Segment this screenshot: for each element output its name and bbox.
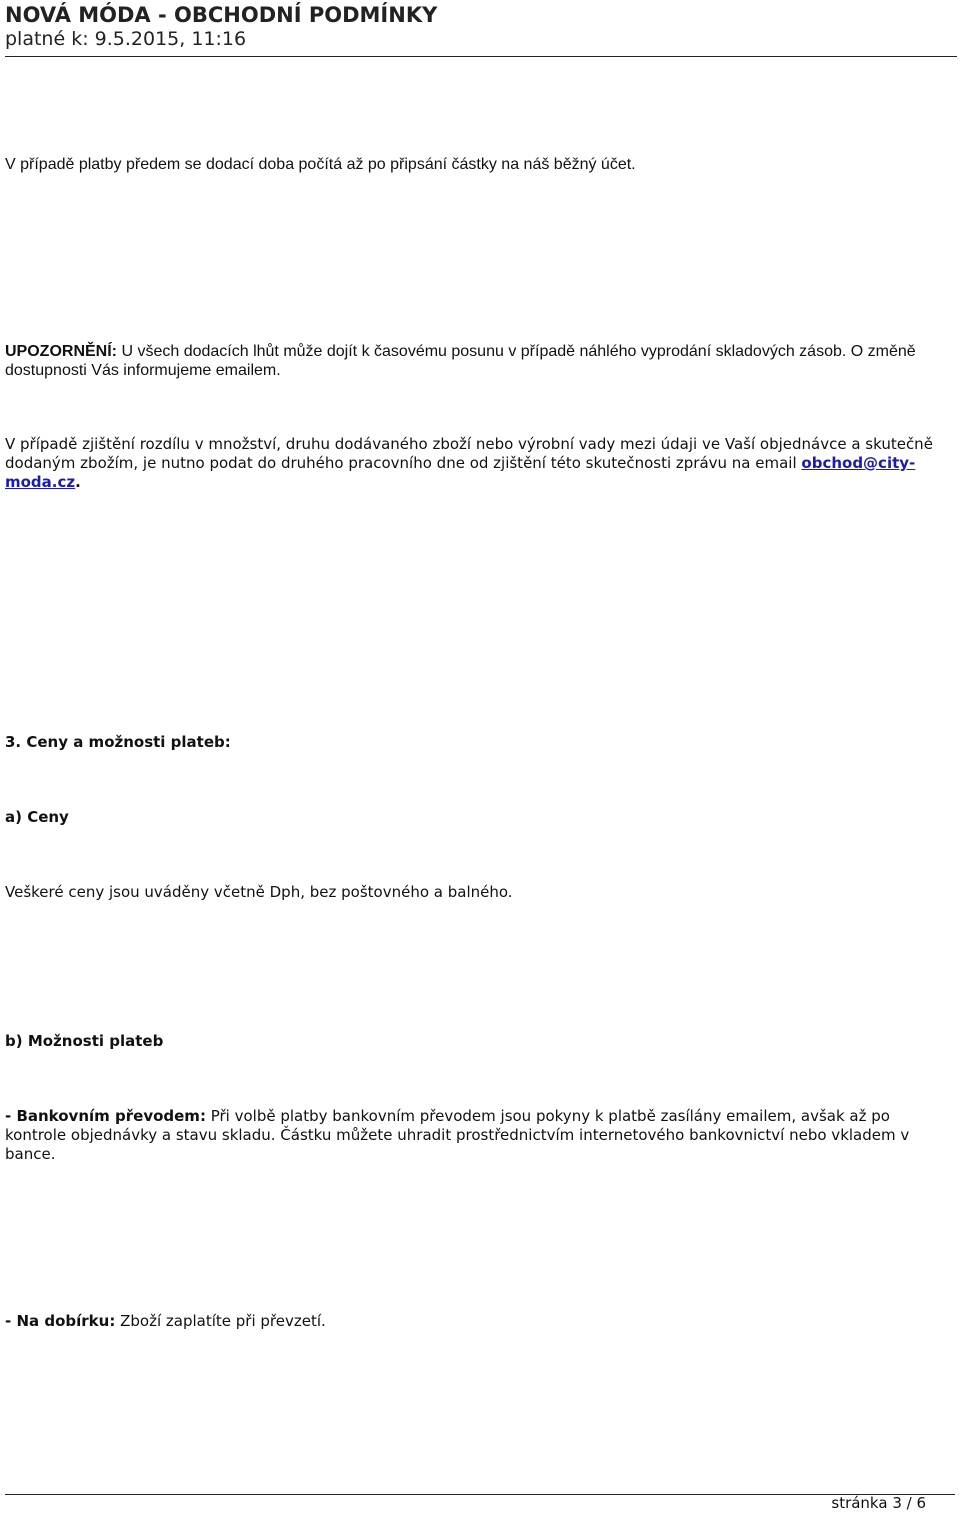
prices-text: Veškeré ceny jsou uváděny včetně Dph, bez poštovného a balného.	[5, 883, 513, 901]
prepayment-text: V případě platby předem se dodací doba počítá až po připsání částky na náš běžný účet.	[5, 156, 636, 173]
bank-transfer-label: - Bankovním převodem:	[5, 1107, 206, 1125]
prices-heading: a) Ceny	[5, 808, 69, 826]
prices-paragraph	[5, 883, 955, 902]
bank-transfer-paragraph	[5, 1107, 955, 1164]
cash-on-delivery-text: Zboží zaplatíte při převzetí.	[115, 1312, 326, 1330]
section-3-heading: 3. Ceny a možnosti plateb:	[5, 733, 231, 751]
email-link[interactable]: obchod@city-moda.cz	[5, 454, 916, 491]
discrepancy-paragraph	[5, 435, 955, 492]
cash-on-delivery-label: - Na dobírku:	[5, 1312, 116, 1330]
document-title: NOVÁ MÓDA - OBCHODNÍ PODMÍNKY	[5, 3, 438, 27]
bank-transfer-text: Při volbě platby bankovním převodem jsou pokyny k platbě zasílány emailem, avšak až po kontrole objednávky a stavu skladu. Částku můžete uhradit prostřednictvím internetového bankovnictví nebo vkladem v bance.	[5, 1107, 910, 1163]
cash-on-delivery-paragraph	[5, 1312, 955, 1331]
discrepancy-end: .	[75, 473, 81, 491]
prepayment-paragraph	[5, 155, 955, 174]
discrepancy-text: V případě zjištění rozdílu v množství, druhu dodávaného zboží nebo výrobní vady mezi údaji ve Vaší objednávce a skutečně dodaným zbožím, je nutno podat do druhého pracovního dne od zjištění této skutečnosti zprávu na email	[5, 435, 933, 472]
document-validity-date: platné k: 9.5.2015, 11:16	[5, 28, 247, 50]
page-header	[5, 0, 957, 57]
warning-paragraph	[5, 342, 955, 380]
warning-label: UPOZORNĚNÍ:	[5, 343, 117, 360]
warning-text: U všech dodacích lhůt může dojít k časovému posunu v případě náhlého vyprodání skladových zásob. O změně dostupnosti Vás informujeme emailem.	[5, 343, 916, 379]
page-number: stránka 3 / 6	[831, 1494, 926, 1512]
payments-heading: b) Možnosti plateb	[5, 1032, 164, 1050]
page-footer	[5, 1494, 955, 1513]
